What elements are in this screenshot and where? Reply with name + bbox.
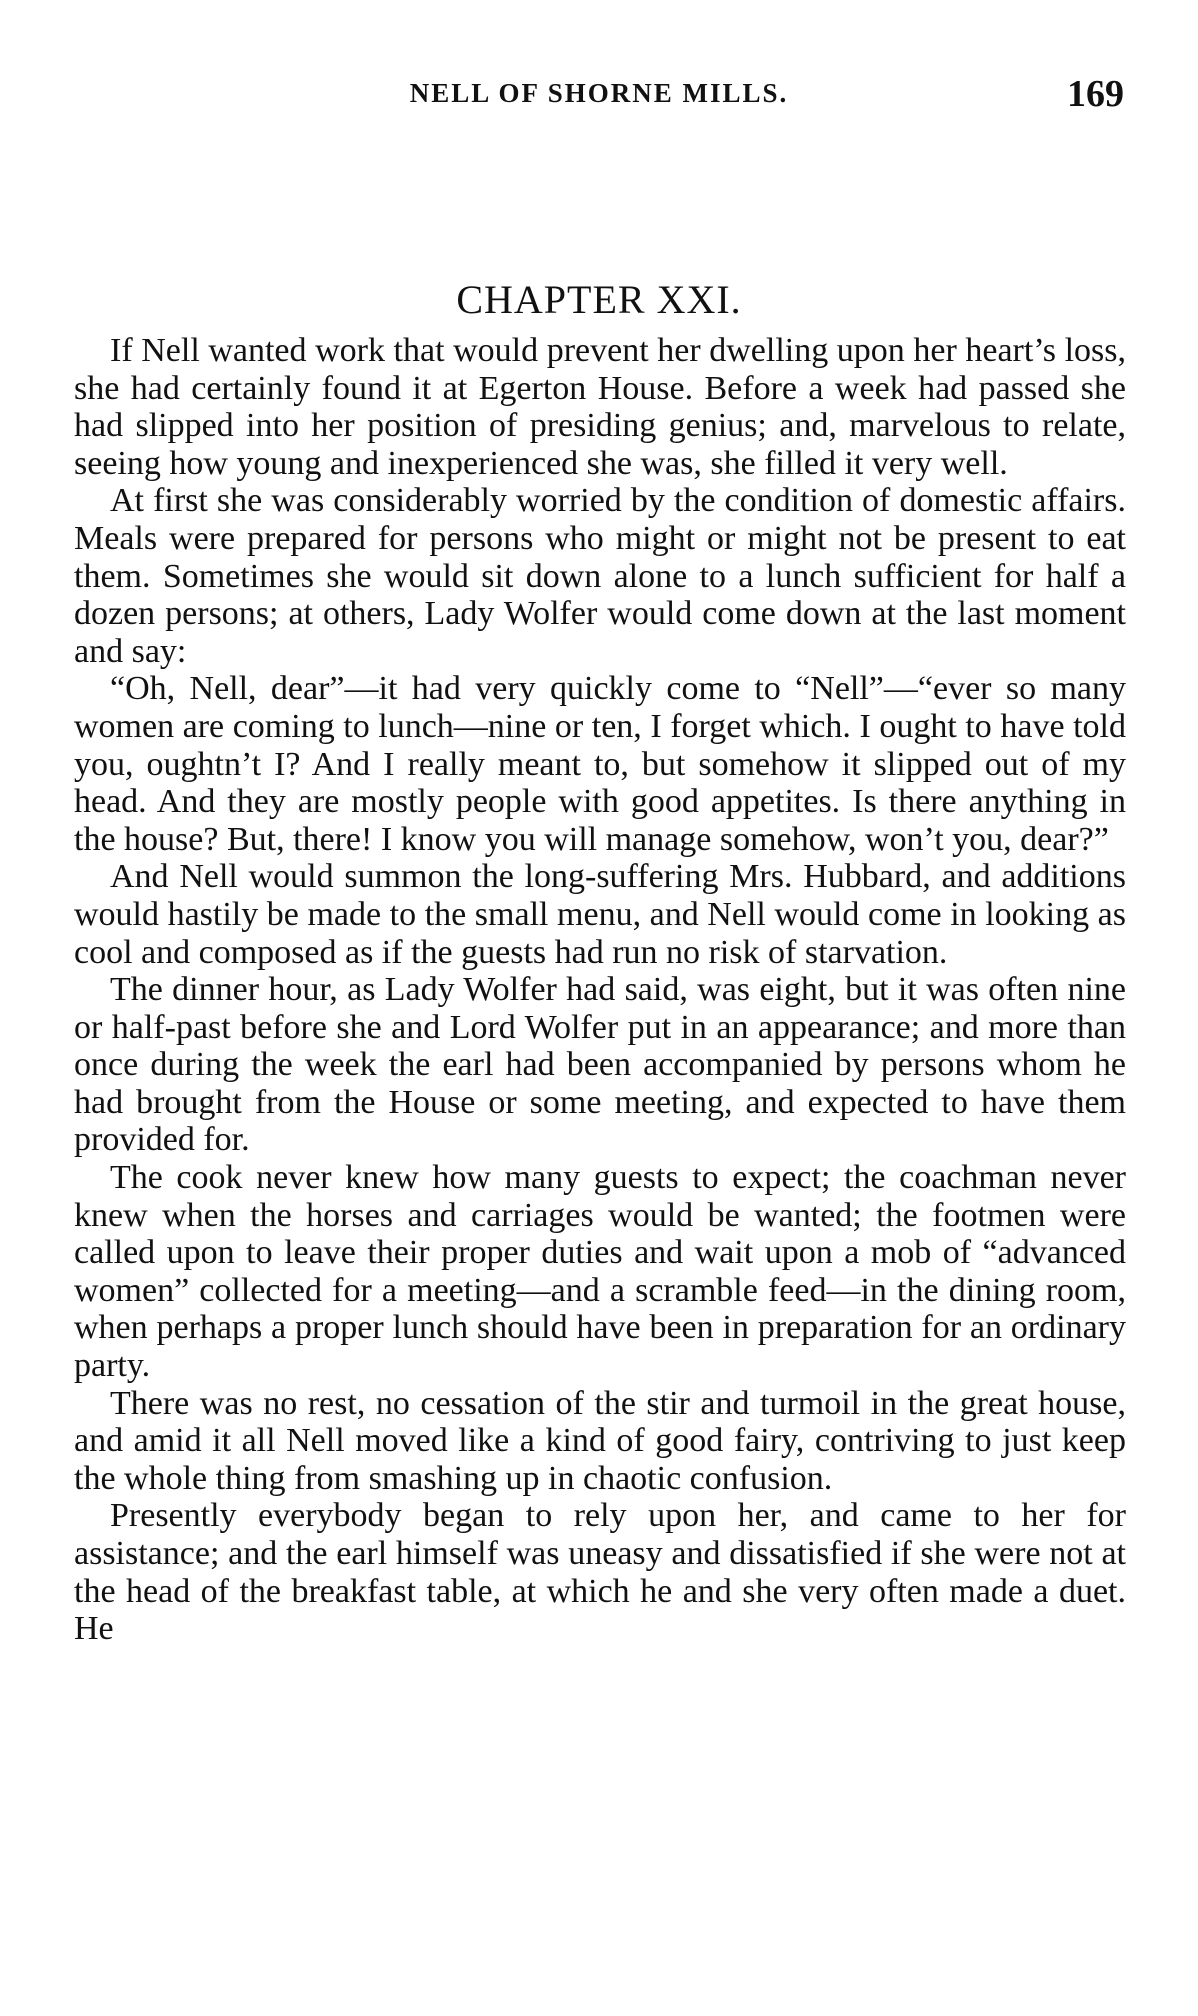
paragraph: The cook never knew how many guests to expect; the coachman never knew when the horses and carriages would be wanted; the footmen were called upon to leave their proper duties and wait upon a mob of “advanced women” collected for a meeting—and a scramble feed—in the dining room, when perhaps a proper lunch should have been in preparation for an ordinary party. xyxy=(74,1159,1126,1385)
paragraph: The dinner hour, as Lady Wolfer had said, was eight, but it was often nine or half-past before she and Lord Wolfer put in an appearance; and more than once during the week the earl had been accompanied by persons whom he had brought from the House or some meeting, and expected to have them provided for. xyxy=(74,971,1126,1159)
paragraph: And Nell would summon the long-suffering Mrs. Hubbard, and additions would hastily be made to the small menu, and Nell would come in looking as cool and composed as if the guests had run no risk of starvation. xyxy=(74,858,1126,971)
body-text xyxy=(74,332,1126,1648)
paragraph: There was no rest, no cessation of the stir and turmoil in the great house, and amid it all Nell moved like a kind of good fairy, contriving to just keep the whole thing from smashing up in chaotic confusion. xyxy=(74,1384,1126,1497)
paragraph: If Nell wanted work that would prevent her dwelling upon her heart’s loss, she had certainly found it at Egerton House. Before a week had passed she had slipped into her position of presiding genius; and, marvelous to relate, seeing how young and inexperienced she was, she filled it very well. xyxy=(74,332,1126,482)
chapter-title: CHAPTER XXI. xyxy=(456,277,742,322)
paragraph: “Oh, Nell, dear”—it had very quickly come to “Nell”—“ever so many women are coming to lunch—nine or ten, I forget which. I ought to have told you, oughtn’t I? And I really meant to, but somehow it slipped out of my head. And they are mostly people with good appetites. Is there anything in the house? But, there! I know you will manage somehow, won’t you, dear?” xyxy=(74,670,1126,858)
paragraph: Presently everybody began to rely upon her, and came to her for assistance; and the earl himself was uneasy and dissatisfied if she were not at the head of the breakfast table, at which he and she very often made a duet. He xyxy=(74,1497,1126,1648)
running-header xyxy=(74,72,1124,122)
page-number: 169 xyxy=(1067,73,1124,115)
running-title: NELL OF SHORNE MILLS. xyxy=(409,78,789,108)
paragraph: At first she was considerably worried by the condition of domestic affairs. Meals were prepared for persons who might or might not be present to eat them. Sometimes she would sit down alone to a lunch sufficient for half a dozen persons; at others, Lady Wolfer would come down at the last moment and say: xyxy=(74,482,1126,670)
